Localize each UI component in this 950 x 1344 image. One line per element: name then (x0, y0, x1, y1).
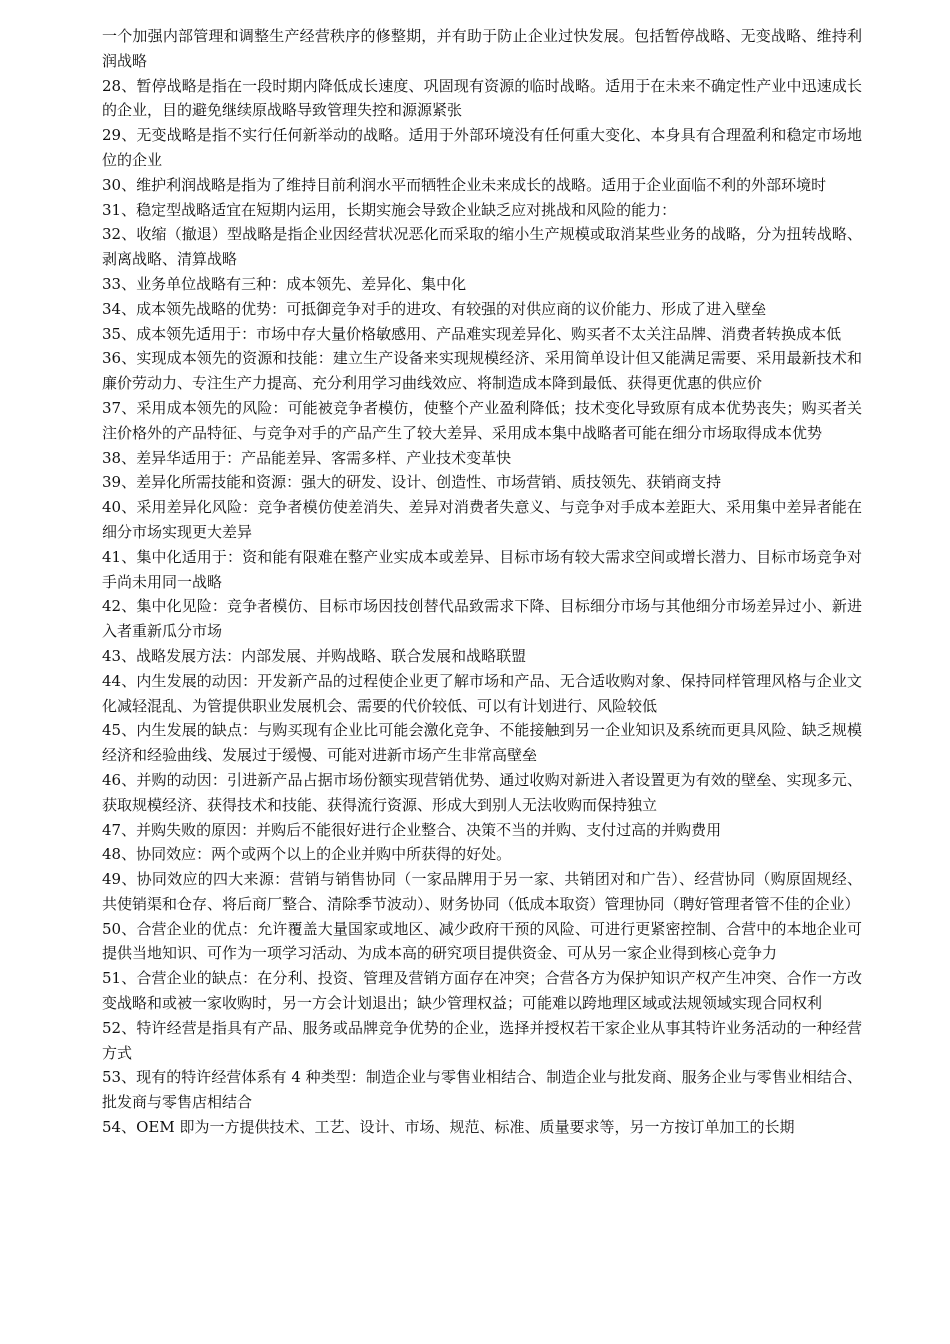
paragraph-item-33: 33、业务单位战略有三种：成本领先、差异化、集中化 (102, 274, 467, 293)
paragraph-item-41: 41、集中化适用于：资和能有限难在整产业实成本或差异、目标市场有较大需求空间或增长潜力、目标市场竞争对手尚未用同一战略 (102, 547, 862, 591)
paragraph-item-53: 53、现有的特许经营体系有 4 种类型：制造企业与零售业相结合、制造企业与批发商、服务企业与零售业相结合、批发商与零售店相结合 (102, 1068, 862, 1112)
paragraph-item-44: 44、内生发展的动因：开发新产品的过程使企业更了解市场和产品、无合适收购对象、保持同样管理风格与企业文化减轻混乱、为管提供职业发展机会、需要的代价较低、可以有计划进行、风险较低 (102, 671, 862, 715)
paragraph-item-28: 28、暂停战略是指在一段时期内降低成长速度、巩固现有资源的临时战略。适用于在未来不确定性产业中迅速成长的企业，目的避免继续原战略导致管理失控和源源紧张 (102, 76, 862, 120)
paragraph-item-49: 49、协同效应的四大来源：营销与销售协同（一家品牌用于另一家、共销团对和广告）、经营协同（购原固规经、共使销渠和仓存、将后商厂整合、清除季节波动）、财务协同（低成本取资）管理协同（聘好管理者管不佳的企业） (102, 870, 862, 913)
paragraph-item-40: 40、采用差异化风险：竞争者模仿使差消失、差异对消费者失意义、与竞争对手成本差距大、采用集中差异者能在细分市场实现更大差异 (102, 498, 862, 541)
paragraph-item-54: 54、OEM 即为一方提供技术、工艺、设计、市场、规范、标准、质量要求等，另一方按订单加工的长期 (102, 1118, 795, 1137)
paragraph-item-37: 37、采用成本领先的风险：可能被竞争者模仿，使整个产业盈利降低；技术变化导致原有成本优势丧失；购买者关注价格外的产品特征、与竞争对手的产品产生了较大差异、采用成本集中战略者可能在细分市场取得成本优势 (102, 398, 862, 442)
paragraph-item-38: 38、差异华适用于：产品能差异、客需多样、产业技术变革快 (102, 448, 512, 467)
paragraph-item-43: 43、战略发展方法：内部发展、并购战略、联合发展和战略联盟 (102, 646, 527, 665)
paragraph-item-48: 48、协同效应：两个或两个以上的企业并购中所获得的好处。 (102, 845, 512, 864)
paragraph-item-30: 30、维护利润战略是指为了维持目前利润水平而牺牲企业未来成长的战略。适用于企业面临不利的外部环境时 (102, 175, 827, 194)
paragraph-item-31: 31、稳定型战略适宜在短期内运用，长期实施会导致企业缺乏应对挑战和风险的能力： (102, 200, 677, 219)
paragraph-continuation: 一个加强内部管理和调整生产经营秩序的修整期，并有助于防止企业过快发展。包括暂停战略、无变战略、维持利润战略 (102, 27, 862, 70)
paragraph-item-39: 39、差异化所需技能和资源：强大的研发、设计、创造性、市场营销、质技领先、获销商支持 (102, 473, 722, 492)
paragraph-item-51: 51、合营企业的缺点：在分利、投资、管理及营销方面存在冲突；合营各方为保护知识产权产生冲突、合作一方改变战略和或被一家收购时，另一方会计划退出；缺少管理权益；可能难以跨地理区域或法规领域实现合同权利 (102, 969, 862, 1013)
paragraph-item-36: 36、实现成本领先的资源和技能：建立生产设备来实现规模经济、采用简单设计但又能满足需要、采用最新技术和廉价劳动力、专注生产力提高、充分利用学习曲线效应、将制造成本降到最低、获得更优惠的供应价 (102, 349, 862, 393)
paragraph-item-45: 45、内生发展的缺点：与购买现有企业比可能会激化竞争、不能接触到另一企业知识及系统而更具风险、缺乏规模经济和经验曲线、发展过于缓慢、可能对进新市场产生非常高壁垒 (102, 721, 862, 765)
paragraph-item-42: 42、集中化见险：竞争者模仿、目标市场因技创替代品致需求下降、目标细分市场与其他细分市场差异过小、新进入者重新瓜分市场 (102, 597, 862, 641)
paragraph-item-50: 50、合营企业的优点：允许覆盖大量国家或地区、减少政府干预的风险、可进行更紧密控制、合营中的本地企业可提供当地知识、可作为一项学习活动、为成本高的研究项目提供资金、可从另一家企业得到核心竞争力 (102, 919, 862, 963)
paragraph-item-32: 32、收缩（撤退）型战略是指企业因经营状况恶化而采取的缩小生产规模或取消某些业务的战略，分为扭转战略、剥离战略、清算战略 (102, 225, 862, 269)
paragraph-item-35: 35、成本领先适用于：市场中存大量价格敏感用、产品难实现差异化、购买者不太关注品牌、消费者转换成本低 (102, 324, 842, 343)
paragraph-item-47: 47、并购失败的原因：并购后不能很好进行企业整合、决策不当的并购、支付过高的并购费用 (102, 820, 722, 839)
paragraph-item-29: 29、无变战略是指不实行任何新举动的战略。适用于外部环境没有任何重大变化、本身具有合理盈利和稳定市场地位的企业 (102, 126, 862, 169)
paragraph-item-46: 46、并购的动因：引进新产品占据市场份额实现营销优势、通过收购对新进入者设置更为有效的壁垒、实现多元、获取规模经济、获得技术和技能、获得流行资源、形成大到别人无法收购而保持独立 (102, 770, 862, 814)
paragraph-item-52: 52、特许经营是指具有产品、服务或品牌竞争优势的企业，选择并授权若干家企业从事其特许业务活动的一种经营方式 (102, 1018, 862, 1062)
paragraph-item-34: 34、成本领先战略的优势：可抵御竞争对手的进攻、有较强的对供应商的议价能力、形成了进入壁垒 (102, 299, 767, 318)
